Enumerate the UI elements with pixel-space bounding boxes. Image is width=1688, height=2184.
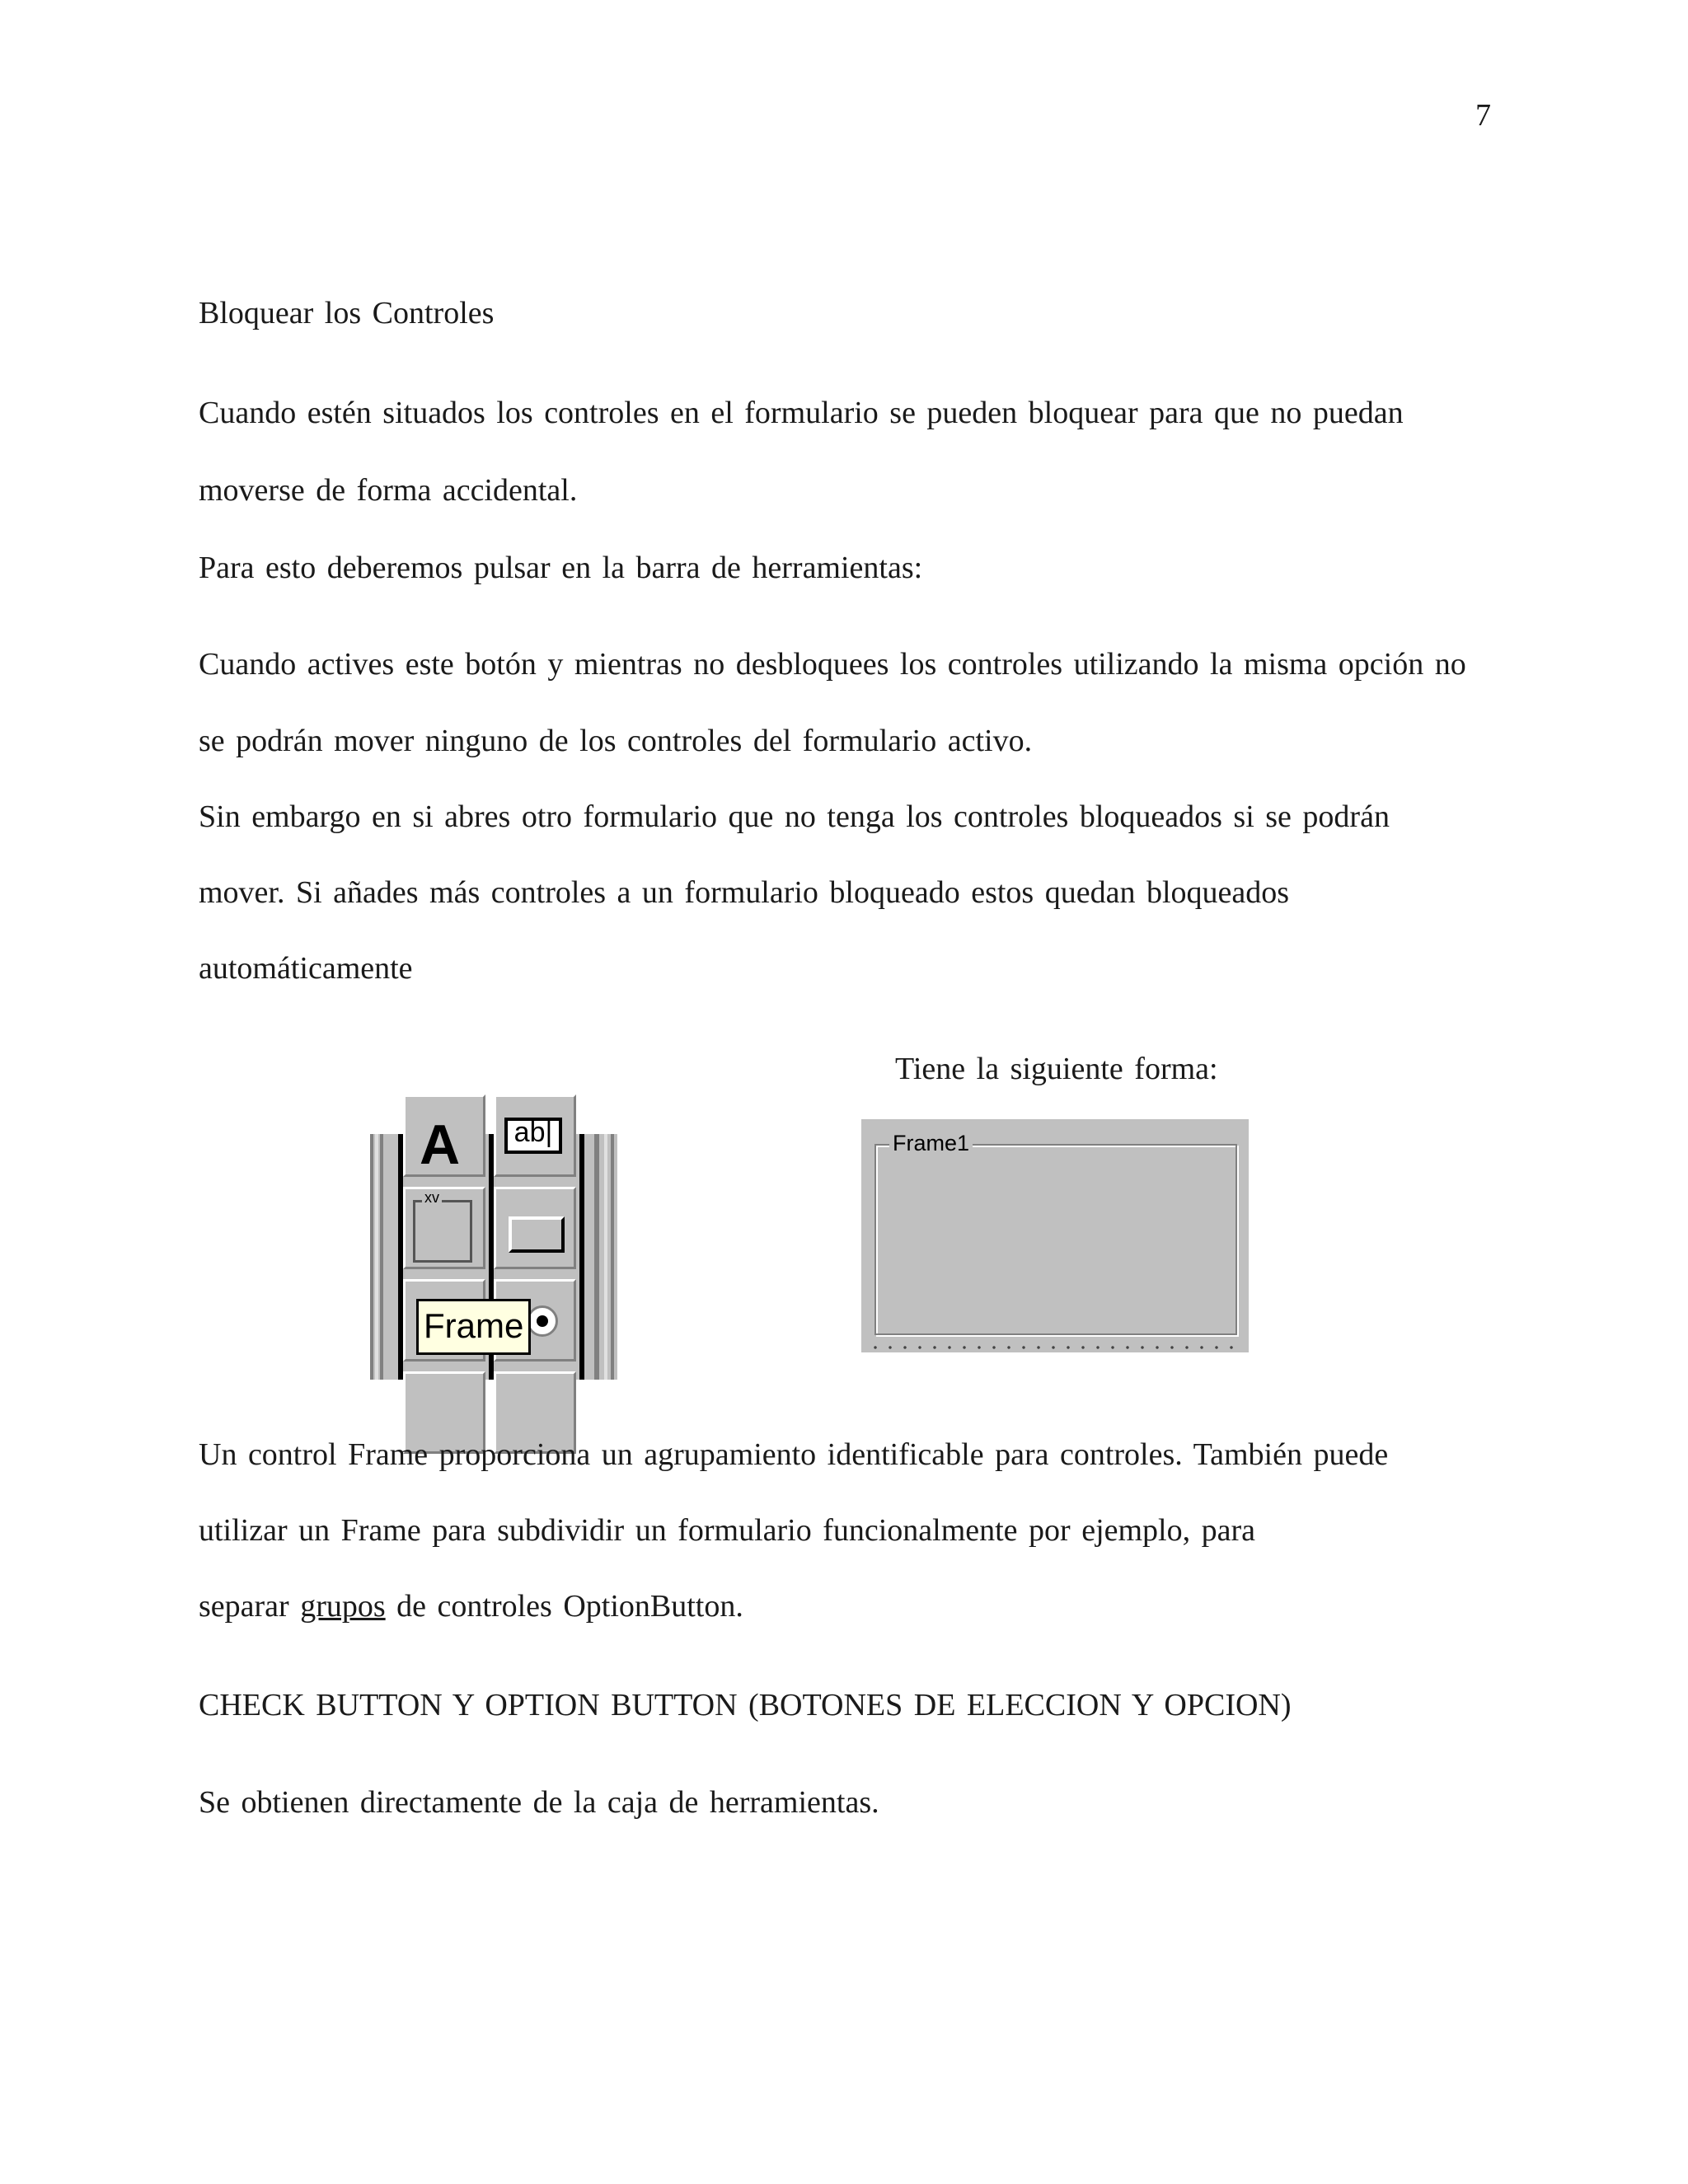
paragraph-line: Cuando actives este botón y mientras no desbloquees los controles utilizando la misma opción no — [199, 647, 1466, 682]
paragraph-line: Sin embargo en si abres otro formulario que no tenga los controles bloqueados si se podrán — [199, 799, 1390, 834]
frame-control-border[interactable] — [874, 1144, 1237, 1335]
form-grid-dots — [868, 1346, 1244, 1349]
paragraph-line: Para esto deberemos pulsar en la barra de herramientas: — [199, 551, 923, 585]
frame-tool-icon — [413, 1189, 472, 1263]
frame-control-screenshot — [861, 1119, 1249, 1352]
section-heading-buttons: CHECK BUTTON Y OPTION BUTTON (BOTONES DE ELECCION Y OPCION) — [199, 1688, 1292, 1722]
option-button-tool-icon — [527, 1305, 558, 1337]
frame-tooltip: Frame — [416, 1299, 531, 1355]
paragraph-line: se podrán mover ninguno de los controles del formulario activo. — [199, 724, 1033, 758]
paragraph-line — [199, 1587, 743, 1625]
page-number: 7 — [1475, 98, 1491, 133]
frame-tool-icon-label: xv — [422, 1189, 442, 1207]
paragraph-line: moverse de forma accidental. — [199, 473, 578, 508]
paragraph-line: automáticamente — [199, 951, 413, 986]
label-tool-icon: A — [420, 1113, 461, 1176]
paragraph-line: Cuando estén situados los controles en el formulario se pueden bloquear para que no puedan — [199, 396, 1404, 430]
section-title-lock: Bloquear los Controles — [199, 296, 495, 330]
grupos-link[interactable]: grupos — [300, 1589, 386, 1624]
text-segment: de controles OptionButton. — [385, 1589, 743, 1624]
textbox-tool-icon: ab| — [504, 1118, 562, 1154]
figure-caption: Tiene la siguiente forma: — [895, 1052, 1218, 1086]
paragraph-line: utilizar un Frame para subdividir un formulario funcionalmente por ejemplo, para — [199, 1513, 1255, 1548]
toolbox-screenshot — [370, 1113, 617, 1380]
paragraph-line: Se obtienen directamente de la caja de herramientas. — [199, 1785, 879, 1820]
paragraph-line: Un control Frame proporciona un agrupamiento identificable para controles. También puede — [199, 1437, 1389, 1472]
frame-control-caption: Frame1 — [889, 1131, 973, 1155]
text-segment: separar — [199, 1589, 301, 1624]
paragraph-line: mover. Si añades más controles a un formulario bloqueado estos quedan bloqueados — [199, 875, 1290, 910]
command-button-tool-icon — [509, 1216, 565, 1253]
